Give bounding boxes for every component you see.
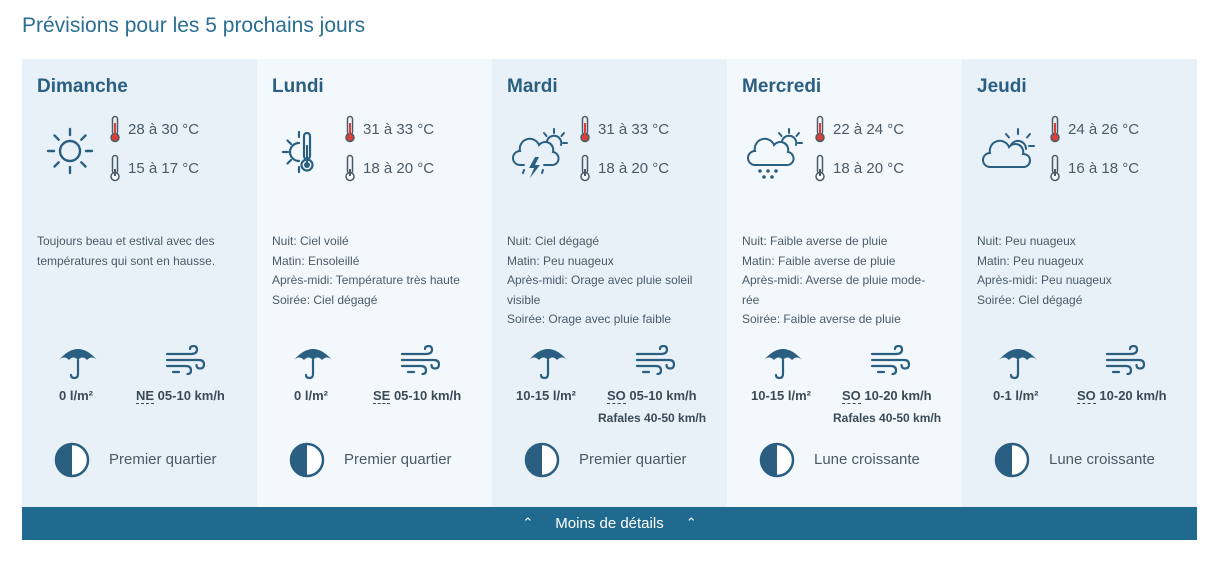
wind-speed: 05-10 km/h: [625, 388, 697, 403]
desc-line: rée: [742, 292, 760, 307]
thermometer-cold-icon: [578, 154, 592, 182]
precipitation-value: 10-15 l/m²: [751, 388, 811, 403]
less-details-label: Moins de détails: [555, 515, 664, 532]
day-card-tuesday: [492, 59, 727, 507]
desc-line: visible: [507, 292, 541, 307]
wind-gusts: Rafales 40-50 km/h: [833, 411, 942, 425]
day-name: Mercredi: [742, 76, 822, 97]
day-name: Mardi: [507, 76, 558, 97]
desc-line: températures qui sont en hausse.: [37, 253, 216, 268]
wind-icon: [164, 345, 206, 375]
desc-line: Après-midi: Averse de pluie mode-: [742, 273, 926, 287]
temp-max-row: [813, 115, 904, 143]
umbrella-icon: [57, 342, 99, 380]
temp-min: 16 à 18 °C: [1068, 159, 1140, 177]
desc-line: Nuit: Faible averse de pluie: [742, 234, 888, 248]
precipitation-value: 10-15 l/m²: [516, 388, 576, 403]
desc-line: Après-midi: Orage avec pluie soleil: [507, 273, 693, 287]
umbrella-icon: [762, 342, 804, 380]
temp-max-row: [1048, 115, 1139, 143]
day-card-monday: [257, 59, 492, 507]
wind-value: [842, 388, 932, 403]
wind-direction[interactable]: SO: [1077, 388, 1096, 403]
wind-value: [373, 388, 461, 403]
forecast-grid: [22, 59, 1197, 507]
wind-speed: 10-20 km/h: [1095, 388, 1167, 403]
moon-phase-label: Premier quartier: [344, 451, 452, 468]
precipitation-value: 0-1 l/m²: [993, 388, 1039, 403]
chevron-up-icon: ⌃: [522, 514, 534, 530]
less-details-button[interactable]: [22, 507, 1197, 540]
day-name: Lundi: [272, 76, 324, 97]
temp-min-row: [578, 154, 669, 182]
moon-first-quarter-icon: [524, 442, 560, 478]
sun-hot-icon: [275, 121, 337, 183]
temp-min: 18 à 20 °C: [833, 159, 905, 177]
thermometer-cold-icon: [1048, 154, 1062, 182]
wind-direction[interactable]: SO: [607, 388, 626, 403]
umbrella-icon: [527, 342, 569, 380]
thermometer-hot-icon: [1048, 115, 1062, 143]
desc-line: Soirée: Ciel dégagé: [977, 292, 1083, 307]
day-description: [977, 232, 1182, 310]
day-name: Jeudi: [977, 76, 1027, 97]
desc-line: Soirée: Orage avec pluie faible: [507, 312, 672, 326]
moon-waxing-icon: [994, 442, 1030, 478]
wind-icon: [399, 345, 441, 375]
temp-min-row: [1048, 154, 1139, 182]
wind-direction[interactable]: SE: [373, 388, 391, 403]
wind-value: [1077, 388, 1167, 403]
desc-line: Matin: Peu nuageux: [977, 253, 1084, 268]
precipitation-value: 0 l/m²: [59, 388, 93, 403]
desc-line: Nuit: Ciel voilé: [272, 234, 349, 248]
wind-icon: [1104, 345, 1146, 375]
wind-direction[interactable]: NE: [136, 388, 155, 403]
day-description: [272, 232, 477, 310]
chevron-up-icon: ⌃: [685, 514, 697, 530]
day-card-thursday: [962, 59, 1197, 507]
wind-speed: 10-20 km/h: [860, 388, 932, 403]
day-description: [742, 232, 947, 330]
wind-value: [136, 388, 225, 403]
page-title: Prévisions pour les 5 prochains jours: [22, 14, 366, 37]
umbrella-icon: [997, 342, 1039, 380]
thunderstorm-sun-icon: [510, 121, 572, 183]
desc-line: Matin: Faible averse de pluie: [742, 253, 896, 268]
temp-max-row: [343, 115, 434, 143]
day-card-sunday: [22, 59, 257, 507]
temp-max: 31 à 33 °C: [598, 120, 670, 138]
desc-line: Après-midi: Peu nuageux: [977, 273, 1112, 287]
wind-value: [607, 388, 697, 403]
thermometer-hot-icon: [813, 115, 827, 143]
thermometer-cold-icon: [343, 154, 357, 182]
moon-phase-label: Premier quartier: [579, 451, 687, 468]
wind-speed: 05-10 km/h: [390, 388, 462, 403]
temp-min: 18 à 20 °C: [598, 159, 670, 177]
temp-min: 15 à 17 °C: [128, 159, 200, 177]
moon-first-quarter-icon: [54, 442, 90, 478]
temp-min: 18 à 20 °C: [363, 159, 435, 177]
thermometer-cold-icon: [813, 154, 827, 182]
moon-phase-label: Lune croissante: [1049, 451, 1155, 468]
temp-max: 31 à 33 °C: [363, 120, 435, 138]
day-name: Dimanche: [37, 76, 128, 97]
moon-phase-label: Lune croissante: [814, 451, 920, 468]
desc-line: Nuit: Peu nuageux: [977, 234, 1076, 248]
temp-min-row: [813, 154, 904, 182]
wind-icon: [634, 345, 676, 375]
wind-icon: [869, 345, 911, 375]
thermometer-cold-icon: [108, 154, 122, 182]
moon-phase-label: Premier quartier: [109, 451, 217, 468]
desc-line: Matin: Ensoleillé: [272, 253, 360, 268]
sun-icon: [40, 121, 102, 183]
thermometer-hot-icon: [108, 115, 122, 143]
desc-line: Toujours beau et estival avec des: [37, 234, 215, 248]
rain-sun-cloud-icon: [745, 121, 807, 183]
temp-max: 22 à 24 °C: [833, 120, 905, 138]
moon-waxing-icon: [759, 442, 795, 478]
temp-max-row: [108, 115, 199, 143]
desc-line: Après-midi: Température très haute: [272, 273, 460, 287]
wind-gusts: Rafales 40-50 km/h: [598, 411, 707, 425]
temp-max: 28 à 30 °C: [128, 120, 200, 138]
temp-min-row: [343, 154, 434, 182]
day-description: [507, 232, 712, 330]
desc-line: Soirée: Ciel dégagé: [272, 292, 378, 307]
desc-line: Soirée: Faible averse de pluie: [742, 312, 901, 326]
desc-line: Nuit: Ciel dégagé: [507, 234, 600, 248]
temp-min-row: [108, 154, 199, 182]
temp-max-row: [578, 115, 669, 143]
desc-line: Matin: Peu nuageux: [507, 253, 614, 268]
partly-cloudy-icon: [980, 121, 1042, 183]
moon-first-quarter-icon: [289, 442, 325, 478]
precipitation-value: 0 l/m²: [294, 388, 328, 403]
wind-direction[interactable]: SO: [842, 388, 861, 403]
thermometer-hot-icon: [578, 115, 592, 143]
temp-max: 24 à 26 °C: [1068, 120, 1140, 138]
umbrella-icon: [292, 342, 334, 380]
thermometer-hot-icon: [343, 115, 357, 143]
day-description: [37, 232, 242, 271]
day-card-wednesday: [727, 59, 962, 507]
wind-speed: 05-10 km/h: [154, 388, 225, 403]
